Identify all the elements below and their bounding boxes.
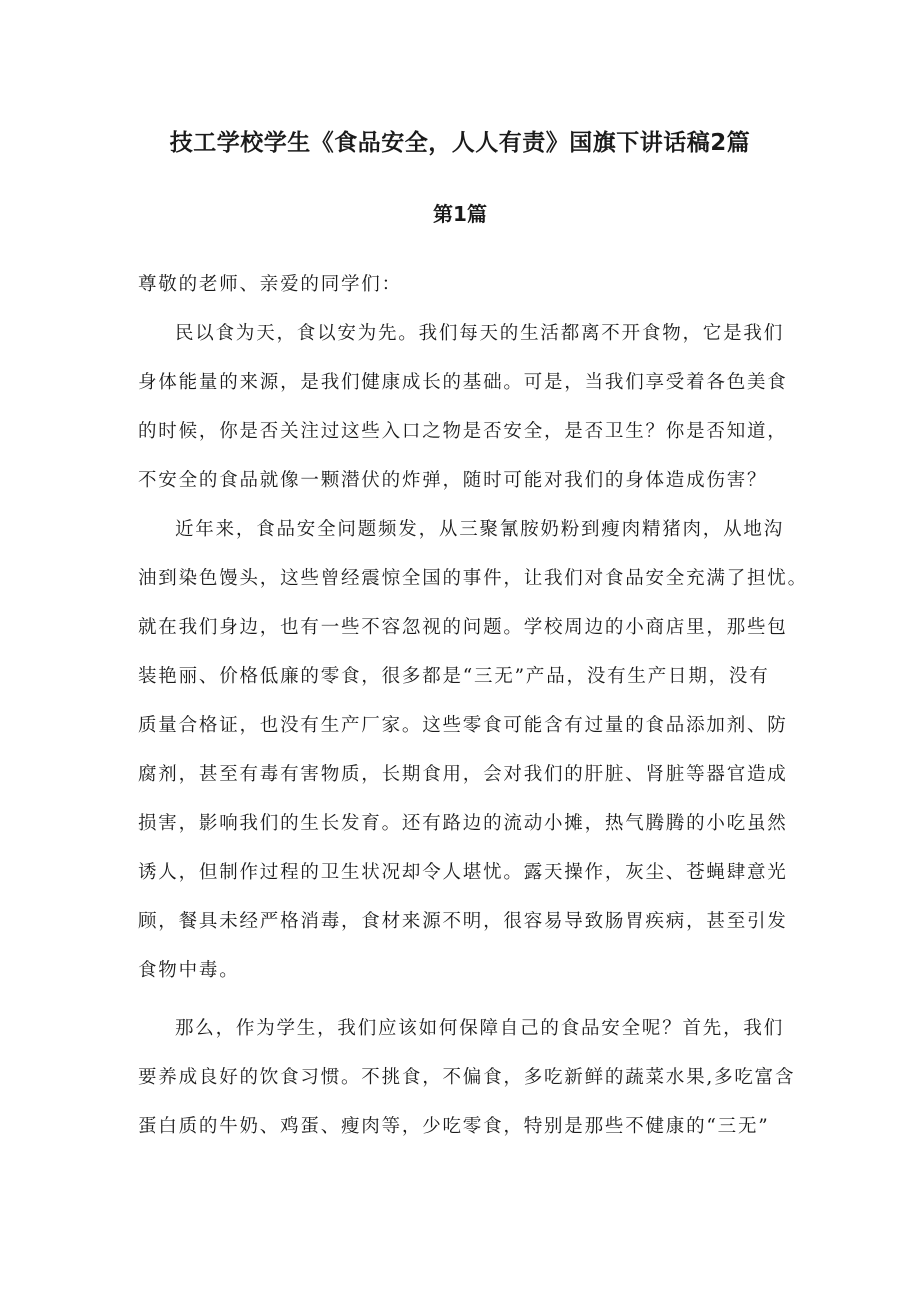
paragraph-line: 顾，餐具未经严格消毒，食材来源不明，很容易导致肠胃疾病，甚至引发 bbox=[138, 911, 788, 932]
paragraph-line: 诱人，但制作过程的卫生状况却令人堪忧。露天操作，灰尘、苍蝇肆意光 bbox=[138, 862, 788, 883]
paragraph-spacer bbox=[138, 1003, 788, 1012]
section-heading: 第1篇 bbox=[433, 202, 487, 226]
paragraph-line: 要养成良好的饮食习惯。不挑食，不偏食，多吃新鲜的蔬菜水果,多吃富含 bbox=[138, 1067, 796, 1088]
paragraph-line: 油到染色馒头，这些曾经震惊全国的事件，让我们对食品安全充满了担忧。 bbox=[138, 568, 808, 589]
paragraph-line: 质量合格证，也没有生产厂家。这些零食可能含有过量的食品添加剂、防 bbox=[138, 715, 788, 736]
paragraph-line: 的时候，你是否关注过这些入口之物是否安全，是否卫生？你是否知道， bbox=[138, 421, 788, 442]
paragraph-line: 近年来，食品安全问题频发，从三聚氰胺奶粉到瘦肉精猪肉，从地沟 bbox=[175, 519, 785, 540]
paragraph-line: 身体能量的来源，是我们健康成长的基础。可是，当我们享受着各色美食 bbox=[138, 372, 788, 393]
paragraph-line: 食物中毒。 bbox=[138, 960, 240, 981]
paragraph-line: 那么，作为学生，我们应该如何保障自己的食品安全呢？首先，我们 bbox=[175, 1018, 785, 1039]
paragraph-line: 蛋白质的牛奶、鸡蛋、瘦肉等，少吃零食，特别是那些不健康的“三无” bbox=[138, 1116, 770, 1137]
paragraph-line: 损害，影响我们的生长发育。还有路边的流动小摊，热气腾腾的小吃虽然 bbox=[138, 813, 788, 834]
paragraph-line: 装艳丽、价格低廉的零食，很多都是“三无”产品，没有生产日期，没有 bbox=[138, 666, 770, 687]
salutation: 尊敬的老师、亲爱的同学们： bbox=[138, 274, 402, 295]
paragraph-line: 腐剂，甚至有毒有害物质，长期食用，会对我们的肝脏、肾脏等器官造成 bbox=[138, 764, 788, 785]
paragraph-3 bbox=[138, 1012, 796, 1159]
paragraph-line: 民以食为天，食以安为先。我们每天的生活都离不开食物，它是我们 bbox=[175, 323, 785, 344]
document-title: 技工学校学生《食品安全，人人有责》国旗下讲话稿2篇 bbox=[169, 130, 751, 156]
paragraph-2 bbox=[138, 513, 808, 1003]
paragraph-line: 就在我们身边，也有一些不容忽视的问题。学校周边的小商店里，那些包 bbox=[138, 617, 788, 638]
paragraph-1 bbox=[138, 317, 788, 513]
paragraph-line: 不安全的食品就像一颗潜伏的炸弹，随时可能对我们的身体造成伤害？ bbox=[138, 470, 768, 491]
document-body bbox=[138, 268, 808, 1159]
